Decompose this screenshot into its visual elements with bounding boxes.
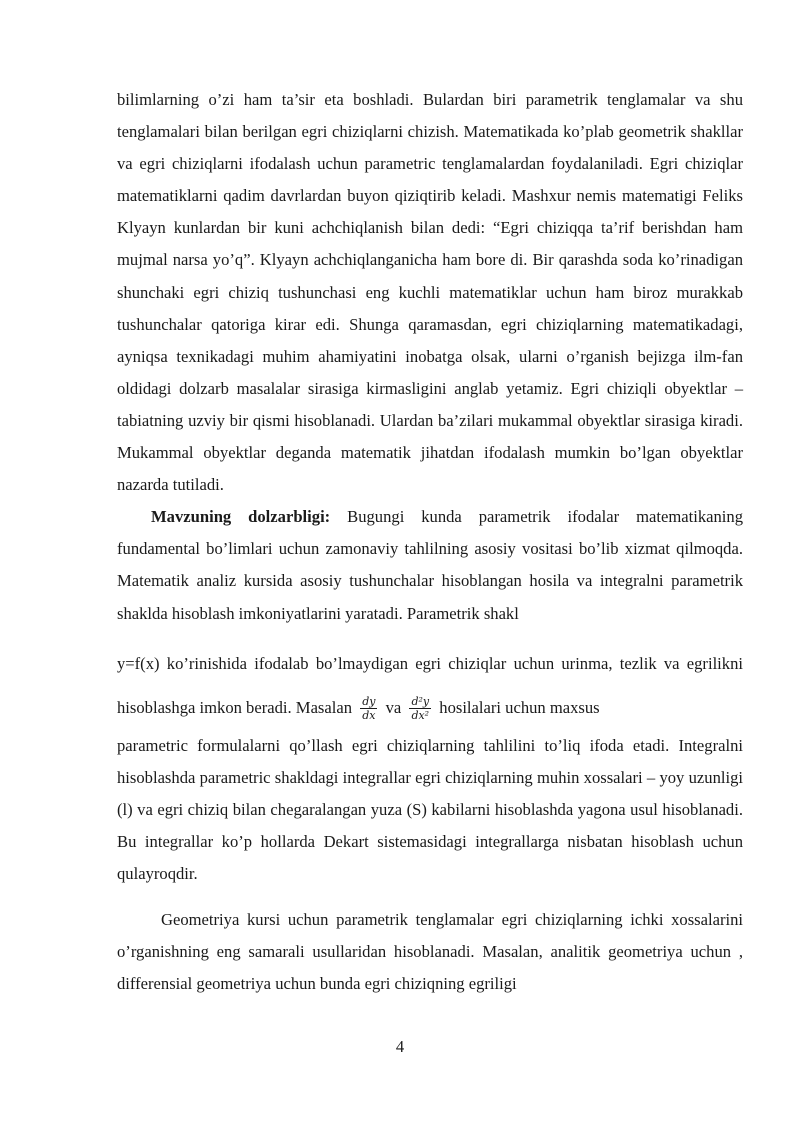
- fraction-numerator: dy: [362, 695, 376, 709]
- paragraph-2: [117, 501, 743, 629]
- paragraph-3-text-before: y=f(x) ko’rinishida ifodalab bo’lmaydigan egri chiziqlar uchun urinma, tezlik va egrilikni hisoblashga imkon beradi. Masalan: [117, 653, 743, 717]
- fraction-numerator: d²y: [411, 695, 430, 709]
- fraction-denominator: dx²: [411, 709, 430, 723]
- paragraph-4: parametric formulalarni qo’llash egri chiziqlarning tahlilini to’liq ifoda etadi. Integralni hisoblashda parametric shakldagi integrallar egri chiziqlarning muhin xossalari – yoy uzunligi (l) va egri chiziq bilan chegaralangan yuza (S) kabilarni hisoblashda yagona usul hisoblanadi. Bu integrallar ko’p hollarda Dekart sistemasidagi integrallarga nisbatan hisoblash uchun qulayroqdir.: [117, 735, 743, 883]
- paragraph-3: [117, 642, 743, 730]
- fraction-d2y-dx2: [409, 695, 431, 722]
- paragraph-5: Geometriya kursi uchun parametrik tenglamalar egri chiziqlarning ichki xossalarini o’rganishning eng samarali usullaridan hisoblanadi. Masalan, analitik geometriya uchun , differensial geometriya uchun bunda egri chiziqning egriligi: [117, 910, 743, 994]
- page-number: 4: [395, 1037, 405, 1056]
- section-heading: Mavzuning dolzarbligi:: [151, 507, 331, 527]
- paragraph-3-text-after: hosilalari uchun maxsus: [439, 697, 600, 717]
- paragraph-2-text: Bugungi kunda parametrik ifodalar matematikaning fundamental bo’limlari uchun zamonaviy tahlilning asosiy vositasi bo’lib xizmat qilmoqda. Matematik analiz kursida asosiy tushunchalar hisoblangan hosila va integralni parametrik shaklda hisoblash imkoniyatlarini yaratadi. Parametrik shakl: [117, 507, 743, 623]
- paragraph-1: bilimlarning o’zi ham ta’sir eta boshladi. Bulardan biri parametrik tenglamalar va shu tenglamalari bilan berilgan egri chiziqlarni chizish. Matematikada ko’plab geometrik shakllar va egri chiziqlarni ifodalash uchun parametric tenglamalardan foydalaniladi. Egri chiziqlar matematiklarni qadim davrlardan buyon qiziqtirib keladi. Mashxur nemis matematigi Feliks Klyayn kunlardan bir kuni achchiqlanish bilan dedi: “Egri chiziqqa ta’rif berishdan ham mujmal narsa yo’q”. Klyayn achchiqlanganicha ham bore di. Bir qarashda soda ko’rinadigan shunchaki egri chiziq tushunchasi eng kuchli matematiklar uchun ham biroz murakkab tushunchalar qatoriga kirar edi. Shunga qaramasdan, egri chiziqlarning matematikadagi, ayniqsa texnikadagi muhim ahamiyatini inobatga olsak, ularni o’rganish bejizga ilm-fan oldidagi dolzarb masalalar sirasiga kirmasligini anglab yetamiz. Egri chiziqli obyektlar – tabiatning uzviy bir qismi hisoblanadi. Ulardan ba’zilari mukammal obyektlar sirasiga kiradi. Mukammal obyektlar deganda matematik jihatdan ifodalash mumkin bo’lgan obyektlar nazarda tutiladi.: [117, 90, 743, 495]
- paragraph-3-text-middle: va: [385, 697, 402, 717]
- body-text: [117, 84, 743, 1000]
- fraction-denominator: dx: [362, 709, 376, 723]
- fraction-dy-dx: [360, 695, 377, 722]
